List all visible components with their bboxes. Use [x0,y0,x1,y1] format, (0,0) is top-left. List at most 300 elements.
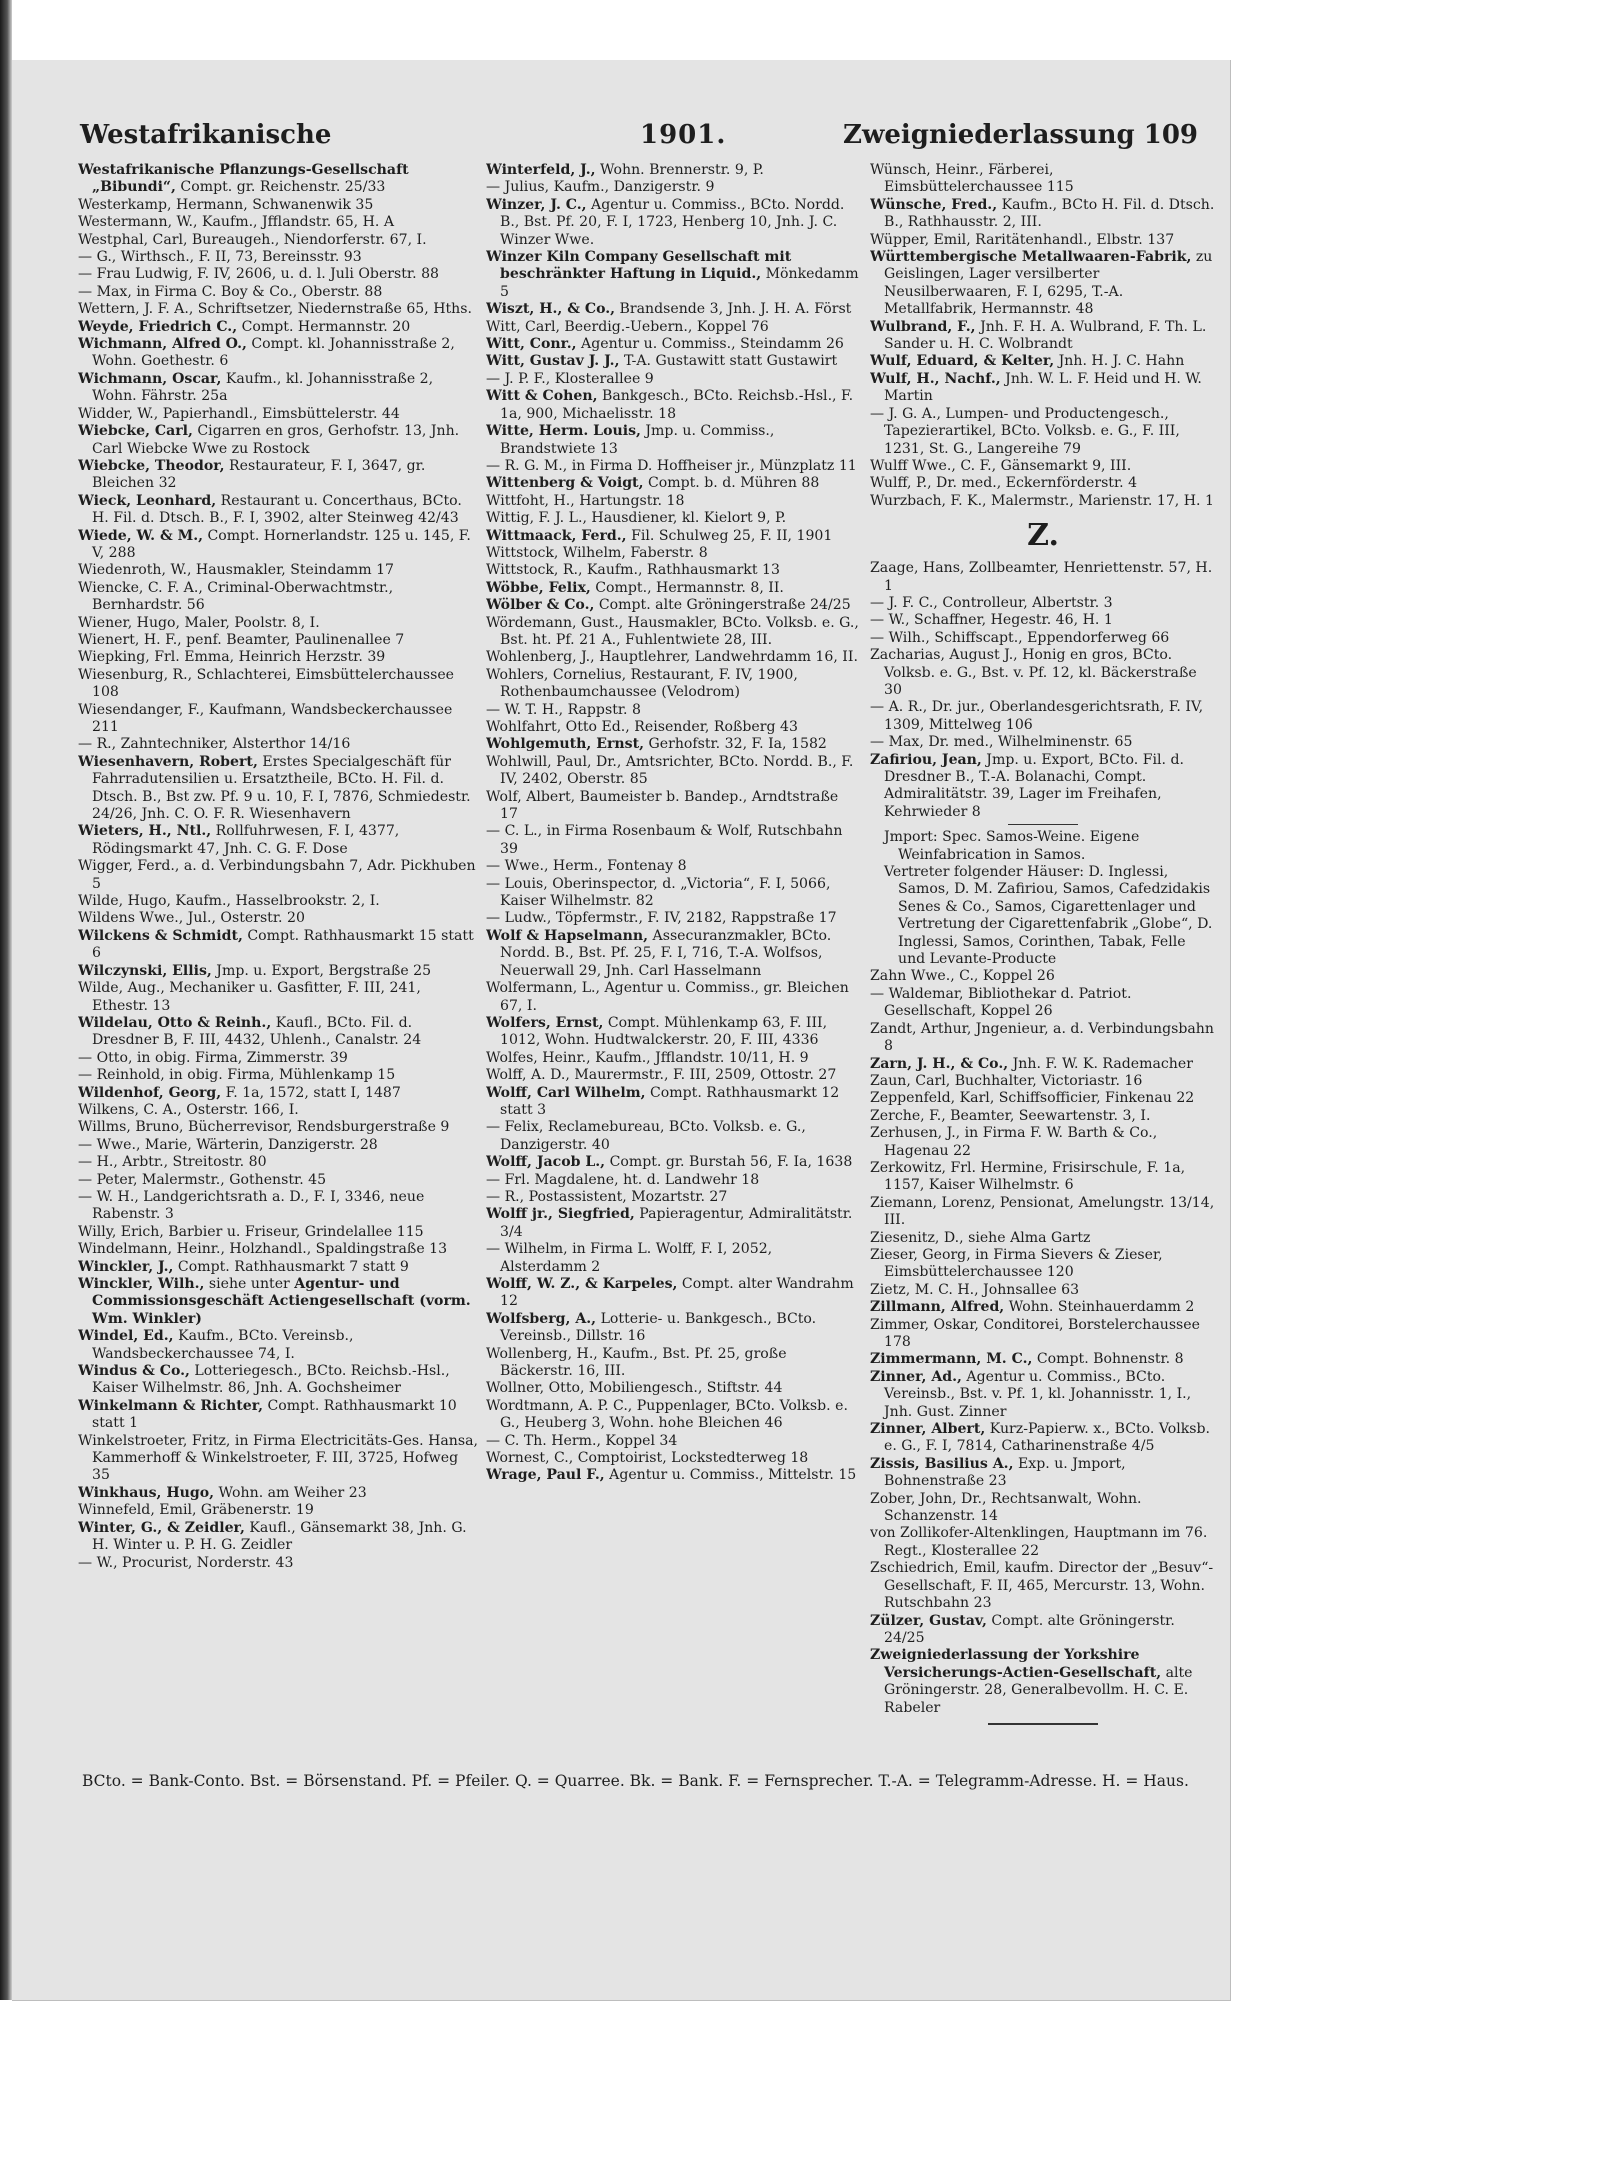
advert-note [870,864,1216,968]
entry-name: Wolff, Jacob L., [486,1154,606,1171]
directory-entry [486,1346,860,1381]
entry-details: Wolf, Albert, Baumeister b. Bandep., Arndtstraße 17 [486,788,839,823]
directory-entry [870,1090,1216,1107]
entry-details: — Julius, Kaufm., Danzigerstr. 9 [486,179,715,196]
directory-entry [486,562,860,579]
entry-details: — Ludw., Töpfermstr., F. IV, 2182, Rappstraße 17 [486,910,837,927]
entry-details: Westermann, W., Kaufm., Jfflandstr. 65, H. A [78,214,395,231]
directory-entry [870,752,1216,822]
entry-details: Willms, Bruno, Bücherrevisor, Rendsburgerstraße 9 [78,1119,450,1136]
entry-name: Westafrikanische Pflanzungs-Gesellschaft „Bibundi“, [78,162,409,196]
entry-details: Zieser, Georg, in Firma Sievers & Zieser, Eimsbüttelerchaussee 120 [870,1246,1163,1281]
entry-name: Wulbrand, F., [870,318,976,335]
directory-entry [78,980,478,1015]
directory-entry [486,1433,860,1450]
entry-name: Winkelmann & Richter, [78,1397,264,1414]
entry-details: Wohlfahrt, Otto Ed., Reisender, Roßberg 43 [486,719,798,735]
entry-name: Wichmann, Oscar, [78,370,222,387]
directory-page [12,60,1231,2001]
entry-details: Kaufm., kl. Johannisstraße 2, Wohn. Fährstr. 25a [92,370,434,405]
entry-name: Zillmann, Alfred, [870,1299,1005,1316]
directory-entry [78,632,478,649]
entry-name: Wittenberg & Voigt, [486,475,644,492]
entry-details: — C. Th. Herm., Koppel 34 [486,1432,678,1449]
entry-details: Wohn. Brennerstr. 9, P. [595,162,764,178]
entry-name: Wünsche, Fred., [870,196,998,213]
directory-entry [78,1398,478,1433]
directory-entry [486,1189,860,1206]
entry-details: Jnh. F. H. A. Wulbrand, F. Th. L. Sander u. H. C. Wolbrandt [884,318,1207,353]
entry-details: Compt. Rathhausmarkt 7 statt 9 [173,1258,409,1275]
entry-details: Agentur u. Commiss., BCto. Vereinsb., Bst. v. Pf. 1, kl. Johannisstr. 1, I., Jnh. Gust. Zinner [884,1368,1192,1420]
entry-name: Wildelau, Otto & Reinh., [78,1014,272,1031]
entry-name: Wrage, Paul F., [486,1467,605,1484]
entry-details: Wohn. am Weiher 23 [214,1484,367,1501]
directory-entry [870,1160,1216,1195]
directory-entry [78,319,478,336]
entry-details: Zerche, F., Beamter, Seewartenstr. 3, I. [870,1107,1151,1124]
entry-details: — R. G. M., in Firma D. Hoffheiser jr., Münzplatz 11 [486,457,857,474]
entry-details: — Reinhold, in obig. Firma, Mühlenkamp 15 [78,1067,396,1084]
entry-details: — Louis, Oberinspector, d. „Victoria“, F. I, 5066, Kaiser Wilhelmstr. 82 [486,875,831,910]
directory-entry [870,1230,1216,1247]
entry-name: Zinner, Ad., [870,1368,962,1385]
directory-entry [78,562,478,579]
entry-details: Restaurant u. Concerthaus, BCto. H. Fil. d. Dtsch. B., F. I, 3902, alter Steinweg 42/43 [92,492,462,527]
directory-entry [870,1195,1216,1230]
entry-name: Windel, Ed., [78,1328,174,1345]
directory-entry [486,249,860,301]
entry-details: Jnh. F. W. K. Rademacher [1008,1055,1193,1072]
entry-name: Wiesenhavern, Robert, [78,753,258,770]
entry-name: Wolff, Carl Wilhelm, [486,1084,646,1101]
directory-entry [870,1456,1216,1491]
entry-details: Westerkamp, Hermann, Schwanenwik 35 [78,196,374,213]
entry-details: Wiencke, C. F. A., Criminal-Oberwachtmstr., Bernhardstr. 56 [78,579,394,614]
entry-name: Winterfeld, J., [486,162,596,178]
entry-details: Wilde, Hugo, Kaufm., Hasselbrookstr. 2, I. [78,893,380,910]
header-year: 1901. [640,120,727,150]
entry-details: Wilde, Aug., Mechaniker u. Gasfitter, F. III, 241, Ethestr. 13 [78,980,421,1014]
entry-name: Wiebcke, Carl, [78,423,193,440]
entry-details: von Zollikofer-Altenklingen, Hauptmann im 76. Regt., Klosterallee 22 [870,1525,1208,1559]
entry-details: Compt. Rathhausmarkt 15 statt 6 [92,927,474,962]
entry-details: Wolff, A. D., Maurermstr., F. III, 2509, Ottostr. 27 [486,1067,837,1084]
page-header [80,120,1198,160]
directory-entry [78,1085,478,1102]
entry-details: — Wilh., Schiffscapt., Eppendorferweg 66 [870,629,1170,646]
entry-details: Zschiedrich, Emil, kaufm. Director der „Besuv“-Gesellschaft, F. II, 465, Mercurstr. 13, Wohn. Rutschbahn 23 [870,1560,1214,1612]
entry-details: Kaufm., BCto H. Fil. d. Dtsch. B., Rathhausstr. 2, III. [884,196,1215,231]
directory-entry [78,162,478,197]
section-letter: Z. [1027,518,1059,554]
directory-entry [78,1067,478,1084]
directory-entry [870,1125,1216,1160]
entry-details: — Waldemar, Bibliothekar d. Patriot. Gesellschaft, Koppel 26 [870,985,1132,1020]
directory-entry [78,1050,478,1067]
directory-entry [870,1021,1216,1056]
entry-details: Wohlenberg, J., Hauptlehrer, Landwehrdamm 16, II. [486,649,858,666]
separator-rule [1008,824,1078,825]
entry-details: Agentur u. Commiss., Mittelstr. 15 [604,1467,857,1484]
directory-entry [486,545,860,562]
directory-entry [870,249,1216,319]
entry-details: Ziesenitz, D., siehe Alma Gartz [870,1229,1091,1246]
entry-details: Jmp. u. Export, BCto. Fil. d. Dresdner B., T.-A. Bolanachi, Compt. Admiralitätstr. 39, Lager im Freihafen, Kehrwieder 8 [884,751,1184,820]
entry-details: Rollfuhrwesen, F. I, 4377, Rödingsmarkt 47, Jnh. C. G. F. Dose [92,823,400,857]
entry-name: Winckler, Wilh., [78,1276,205,1292]
entry-name: Wiebcke, Theodor, [78,457,225,474]
directory-entry [78,1328,478,1363]
directory-entry [78,1189,478,1224]
entry-details: Wittstock, Wilhelm, Faberstr. 8 [486,544,708,561]
entry-details: Jnh. W. L. F. Heid und H. W. Martin [884,370,1202,405]
entry-details: — J. G. A., Lumpen- und Productengesch., Tapezierartikel, BCto. Volksb. e. G., F. III, 1231, St. G., Langereihe 79 [870,405,1180,457]
directory-entry [486,876,860,911]
directory-entry [78,284,478,301]
directory-entry [78,580,478,615]
entry-details: Compt. Hornerlandstr. 125 u. 145, F. V, 288 [92,527,471,561]
entry-details: Zacharias, August J., Honig en gros, BCto. Volksb. e. G., Bst. v. Pf. 12, kl. Bäckerstraße 30 [870,647,1197,698]
directory-entry [486,1015,860,1050]
entry-details: Lotterie- u. Bankgesch., BCto. Vereinsb., Dillstr. 16 [500,1310,817,1345]
entry-details: Kurz-Papierw. x., BCto. Volksb. e. G., F. I, 7814, Catharinenstraße 4/5 [884,1421,1210,1455]
entry-name: Wieck, Leonhard, [78,492,217,509]
directory-entry [486,475,860,492]
directory-entry [486,319,860,336]
entry-details: Wittstock, R., Kaufm., Rathhausmarkt 13 [486,562,780,579]
directory-entry [486,1085,860,1120]
directory-entry [870,630,1216,647]
abbreviation-footer: BCto. = Bank-Conto. Bst. = Börsenstand. Pf. = Pfeiler. Q. = Quarree. Bk. = Bank. F. = Fernsprecher. T.-A. = Telegramm-Adresse. H. = Haus. [82,1772,1189,1790]
directory-entry [78,1520,478,1555]
directory-entry [870,162,1216,197]
entry-name: Wöbbe, Felix, [486,579,591,596]
entry-details: — C. L., in Firma Rosenbaum & Wolf, Rutschbahn 39 [486,823,843,857]
entry-details: Willy, Erich, Barbier u. Friseur, Grindelallee 115 [78,1223,424,1240]
entry-name: Wiszt, H., & Co., [486,301,616,318]
entry-name: Wolff jr., Siegfried, [486,1206,635,1223]
entry-name: Winter, G., & Zeidler, [78,1519,245,1536]
directory-entry [486,1311,860,1346]
directory-entry [78,1433,478,1485]
entry-details: Wittig, F. J. L., Hausdiener, kl. Kielort 9, P. [486,510,787,527]
column-2 [486,162,860,1742]
directory-entry [486,336,860,353]
directory-entry [78,702,478,737]
directory-entry [486,719,860,736]
directory-entry [486,179,860,196]
entry-reference: Agentur- und Commissionsgeschäft Actiengesellschaft (vorm. Wm. Winkler) [92,1276,471,1327]
directory-entry [486,1450,860,1467]
directory-entry [78,528,478,563]
directory-entry [870,595,1216,612]
entry-details: Cigarren en gros, Gerhofstr. 13, Jnh. Carl Wiebcke Wwe zu Rostock [92,423,460,457]
directory-entry [78,823,478,858]
entry-details: Compt. Hermannstr. 20 [237,318,411,335]
directory-entry [870,1299,1216,1316]
entry-details: Wildens Wwe., Jul., Osterstr. 20 [78,910,305,927]
directory-entry [870,371,1216,406]
entry-details: Westphal, Carl, Bureaugeh., Niendorferstr. 67, I. [78,231,427,248]
entry-details: alte Gröningerstr. 28, Generalbevollm. H. C. E. Rabeler [884,1664,1193,1716]
entry-details: Zerhusen, J., in Firma F. W. Barth & Co., Hagenau 22 [870,1125,1158,1159]
entry-details: — Max, Dr. med., Wilhelminenstr. 65 [870,734,1133,751]
entry-name: Winckler, J., [78,1258,174,1275]
entry-details: — R., Postassistent, Mozartstr. 27 [486,1188,728,1205]
directory-entry [78,1363,478,1398]
directory-entry [78,197,478,214]
directory-entry [486,1398,860,1433]
directory-entry [870,968,1216,985]
entry-details: Winnefeld, Emil, Gräbenerstr. 19 [78,1502,314,1519]
directory-entry [486,754,860,789]
entry-details: Wiedenroth, W., Hausmakler, Steindamm 17 [78,562,395,579]
directory-entry [870,232,1216,249]
directory-entry [78,893,478,910]
entry-details: Lotteriegesch., BCto. Reichsb.-Hsl., Kaiser Wilhelmstr. 86, Jnh. A. Gochsheimer [92,1363,450,1397]
entry-details: Kaufl., Gänsemarkt 38, Jnh. G. H. Winter u. P. H. G. Zeidler [92,1519,467,1554]
column-3 [870,162,1216,1742]
directory-entry [486,1276,860,1311]
entry-details: Compt. Bohnenstr. 8 [1032,1351,1184,1368]
directory-entry [78,249,478,266]
entry-details: — Wwe., Herm., Fontenay 8 [486,858,687,875]
note-text: Vertreter folgender Häuser: D. Inglessi, Samos, D. M. Zafiriou, Samos, Cafedzidakis Senes & Co., Samos, Cigarettenlager und Vertretung der Cigarettenfabrik „Globe“, D. Inglessi, Samos, Corinthen, Tabak, Felle und Levante-Producte [884,864,1213,968]
entry-details: — R., Zahntechniker, Alsterthor 14/16 [78,736,351,753]
entry-details: Compt. alte Gröningerstr. 24/25 [884,1612,1175,1646]
column-1 [78,162,478,1742]
entry-details: Kaufm., BCto. Vereinsb., Wandsbeckerchaussee 74, I. [92,1328,354,1362]
directory-entry [486,493,860,510]
entry-details: Compt. b. d. Mühren 88 [643,475,820,492]
entry-details: T-A. Gustawitt statt Gustawirt [619,353,838,370]
directory-entry [486,667,860,702]
directory-entry [486,162,860,179]
entry-details: Wilkens, C. A., Osterstr. 166, I. [78,1101,299,1118]
entry-details: Brandsende 3, Jnh. J. H. A. Först [615,301,852,318]
entry-details: — Frau Ludwig, F. IV, 2606, u. d. l. Juli Oberstr. 88 [78,266,440,283]
directory-entry [486,736,860,753]
entry-name: Zülzer, Gustav, [870,1612,987,1629]
directory-entry [486,823,860,858]
directory-entry [78,371,478,406]
entry-details: Restaurateur, F. I, 3647, gr. Bleichen 32 [92,457,426,492]
directory-entry [486,1206,860,1241]
entry-details: Zimmer, Oskar, Conditorei, Borstelerchaussee 178 [870,1316,1200,1350]
directory-entry [486,702,860,719]
directory-entry [486,371,860,388]
entry-details: Wiesendanger, F., Kaufmann, Wandsbeckerchaussee 211 [78,701,453,735]
directory-entry [486,615,860,650]
directory-entry [870,1056,1216,1073]
header-left: Westafrikanische [80,120,332,150]
entry-details: Compt. Mühlenkamp 63, F. III, 1012, Wohn. Hudtwalckerstr. 20, F. III, 4336 [500,1014,828,1049]
directory-entry [870,406,1216,458]
entry-details: Agentur u. Commiss., Steindamm 26 [576,336,844,353]
directory-entry [486,1154,860,1171]
entry-name: Wiede, W. & M., [78,527,204,544]
entry-details: — H., Arbtr., Streitostr. 80 [78,1154,267,1171]
entry-name: Wilczynski, Ellis, [78,962,212,979]
directory-entry [870,1560,1216,1612]
directory-entry [486,1241,860,1276]
entry-details: Zerkowitz, Frl. Hermine, Frisirschule, F. 1a, 1157, Kaiser Wilhelmstr. 6 [870,1159,1186,1194]
entry-name: Winkhaus, Hugo, [78,1484,215,1501]
directory-entry [870,1647,1216,1717]
directory-entry [870,458,1216,475]
directory-entry [486,301,860,318]
entry-details: Wollenberg, H., Kaufm., Bst. Pf. 25, große Bäckerstr. 16, III. [486,1345,787,1380]
directory-entry [870,475,1216,492]
entry-details: — W. H., Landgerichtsrath a. D., F. I, 3346, neue Rabenstr. 3 [78,1188,425,1223]
entry-name: Winzer Kiln Company Gesellschaft mit beschränkter Haftung in Liquid., [486,249,792,283]
entry-details: siehe unter [204,1276,295,1292]
directory-entry [486,1467,860,1484]
directory-entry [78,736,478,753]
directory-entry [78,1102,478,1119]
entry-details: Compt. kl. Johannisstraße 2, Wohn. Goethestr. 6 [92,336,455,370]
entry-details: Compt. alte Gröningerstraße 24/25 [594,597,851,614]
directory-entry [870,1108,1216,1125]
directory-entry [78,1276,478,1328]
entry-details: Wordtmann, A. P. C., Puppenlager, BCto. Volksb. e. G., Heuberg 3, Wohn. hohe Bleichen 46 [486,1397,848,1432]
directory-entry [870,1369,1216,1421]
entry-details: Wolfes, Heinr., Kaufm., Jfflandstr. 10/11, H. 9 [486,1049,809,1066]
directory-entry [486,1119,860,1154]
directory-entry [486,1172,860,1189]
directory-entry [78,458,478,493]
entry-details: Zaage, Hans, Zollbeamter, Henriettenstr. 57, H. 1 [870,560,1213,594]
entry-name: Wieters, H., Ntl., [78,823,212,840]
directory-entry [870,647,1216,699]
entry-name: Wölber & Co., [486,597,595,614]
entry-details: Exp. u. Jmport, Bohnenstraße 23 [884,1455,1126,1490]
entry-details: — A. R., Dr. jur., Oberlandesgerichtsrath, F. IV, 1309, Mittelweg 106 [870,699,1204,733]
entry-details: F. 1a, 1572, statt I, 1487 [221,1084,401,1101]
directory-entry [486,910,860,927]
directory-entry [486,388,860,423]
entry-details: Windelmann, Heinr., Holzhandl., Spaldingstraße 13 [78,1241,448,1258]
directory-entry [78,1485,478,1502]
entry-details: — Wilhelm, in Firma L. Wolff, F. I, 2052, Alsterdamm 2 [486,1241,773,1275]
entry-details: Jmp. u. Export, Bergstraße 25 [211,962,432,979]
directory-entry [870,699,1216,734]
entry-details: Compt., Hermannstr. 8, II. [590,579,784,596]
directory-entry [78,301,478,318]
directory-entry [486,1380,860,1397]
entry-name: Zinner, Albert, [870,1421,986,1438]
entry-name: Weyde, Friedrich C., [78,318,238,335]
directory-entry [486,858,860,875]
directory-entry [870,612,1216,629]
directory-entry [78,1224,478,1241]
directory-entry [486,928,860,980]
entry-details: Wolfermann, L., Agentur u. Commiss., gr. Bleichen 67, I. [486,980,849,1014]
directory-entry [870,1073,1216,1090]
directory-entry [78,928,478,963]
entry-details: Wohlers, Cornelius, Restaurant, F. IV, 1900, Rothenbaumchaussee (Velodrom) [486,666,798,701]
entry-details: Wurzbach, F. K., Malermstr., Marienstr. 17, H. 1 [870,492,1214,509]
entry-details: Wiesenburg, R., Schlachterei, Eimsbüttelerchaussee 108 [78,666,455,701]
directory-entry [870,734,1216,751]
directory-entry [486,789,860,824]
entry-details: Kaufl., BCto. Fil. d. Dresdner B, F. III, 4432, Uhlenh., Canalstr. 24 [92,1014,422,1049]
directory-entry [78,266,478,283]
directory-entry [870,319,1216,354]
directory-entry [870,1525,1216,1560]
directory-entry [870,197,1216,232]
entry-details: Winkelstroeter, Fritz, in Firma Electricitäts-Ges. Hansa, Kammerhoff & Winkelstroeter, F. III, 3725, Hofweg 35 [78,1432,478,1484]
directory-entry [78,406,478,423]
directory-entry [486,597,860,614]
entry-details: Wohlwill, Paul, Dr., Amtsrichter, BCto. Nordd. B., F. IV, 2402, Oberstr. 85 [486,753,854,788]
directory-entry [78,336,478,371]
entry-details: Wulff Wwe., C. F., Gänsemarkt 9, III. [870,457,1132,474]
directory-entry [78,858,478,893]
entry-details: Wollner, Otto, Mobiliengesch., Stiftstr. 44 [486,1380,783,1397]
directory-entry [870,1491,1216,1526]
entry-details: Wiepking, Frl. Emma, Heinrich Herzstr. 39 [78,649,386,666]
entry-details: Zober, John, Dr., Rechtsanwalt, Wohn. Schanzenstr. 14 [870,1490,1142,1525]
entry-details: — Otto, in obig. Firma, Zimmerstr. 39 [78,1049,348,1066]
directory-entry [486,528,860,545]
entry-details: Compt. gr. Reichenstr. 25/33 [175,179,386,196]
directory-entry [486,510,860,527]
entry-details: Wittfoht, H., Hartungstr. 18 [486,492,685,509]
entry-details: Jmp. u. Commiss., Brandstwiete 13 [500,423,775,457]
entry-details: Wördemann, Gust., Hausmakler, BCto. Volksb. e. G., Bst. ht. Pf. 21 A., Fuhlentwiete 28, III. [486,614,859,648]
directory-entry [78,1137,478,1154]
entry-details: Wohn. Steinhauerdamm 2 [1004,1299,1195,1316]
entry-details: Compt. gr. Burstah 56, F. Ia, 1638 [605,1154,853,1171]
closing-rule [988,1723,1098,1725]
directory-entry [486,1067,860,1084]
entry-details: — Wwe., Marie, Wärterin, Danzigerstr. 28 [78,1136,378,1153]
directory-entry [78,423,478,458]
entry-details: Zietz, M. C. H., Johnsallee 63 [870,1281,1080,1298]
entry-details: Wienert, H. F., penf. Beamter, Paulinenallee 7 [78,631,405,648]
entry-details: Zandt, Arthur, Jngenieur, a. d. Verbindungsbahn 8 [870,1020,1214,1055]
entry-details: Jnh. H. J. C. Hahn [1054,353,1185,370]
directory-entry [78,493,478,528]
entry-details: Zeppenfeld, Karl, Schiffsofficier, Finkenau 22 [870,1090,1195,1107]
entry-name: Wilckens & Schmidt, [78,927,243,944]
directory-entry [870,1613,1216,1648]
directory-entry [78,649,478,666]
entry-name: Wolf & Hapselmann, [486,927,649,944]
entry-details: Wettern, J. F. A., Schriftsetzer, Niedernstraße 65, Hths. [78,301,472,318]
entry-name: Witt & Cohen, [486,388,598,405]
entry-name: Wolfsberg, A., [486,1310,597,1327]
entry-name: Witt, Gustav J. J., [486,353,620,370]
entry-details: Wornest, C., Comptoirist, Lockstedterweg 18 [486,1450,809,1467]
entry-details: Gerhofstr. 32, F. Ia, 1582 [644,736,827,753]
entry-name: Wichmann, Alfred O., [78,336,247,353]
entry-name: Wolff, W. Z., & Karpeles, [486,1276,678,1292]
directory-entry [78,1555,478,1572]
entry-details: Papieragentur, Admiralitätstr. 3/4 [500,1206,853,1240]
entry-name: Zafiriou, Jean, [870,751,982,768]
directory-entry [870,560,1216,595]
directory-entry [486,197,860,249]
entry-details: — W. T. H., Rappstr. 8 [486,701,641,718]
entry-details: — W., Procurist, Norderstr. 43 [78,1554,294,1571]
entry-details: zu Geislingen, Lager versilberter Neusilberwaaren, F. I, 6295, T.-A. Metallfabrik, Hermannstr. 48 [884,249,1213,318]
entry-details: Zahn Wwe., C., Koppel 26 [870,968,1055,985]
entry-details: Widder, W., Papierhandl., Eimsbüttelerstr. 44 [78,405,400,422]
entry-details: — G., Wirthsch., F. II, 73, Bereinsstr. 93 [78,249,362,266]
